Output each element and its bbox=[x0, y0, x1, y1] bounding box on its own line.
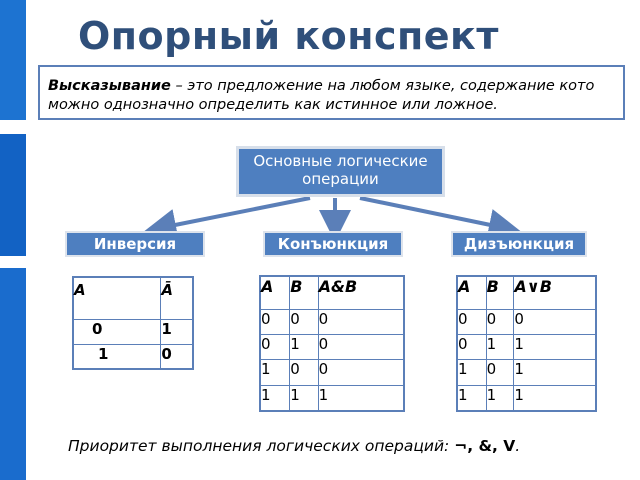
table-row bbox=[457, 385, 596, 411]
table-cell: 1 bbox=[457, 385, 486, 411]
table-cell: 1 bbox=[486, 385, 514, 411]
main-operations-box bbox=[239, 149, 442, 194]
header-cell: A bbox=[260, 276, 290, 309]
table-row bbox=[260, 360, 404, 385]
header-cell: A∨B bbox=[514, 276, 596, 309]
page-title: Опорный конспект bbox=[78, 14, 499, 58]
table-cell: 0 bbox=[260, 335, 290, 360]
table-cell: 0 bbox=[260, 309, 290, 334]
priority-text: Приоритет выполнения логических операций: bbox=[68, 437, 450, 455]
table-row bbox=[260, 309, 404, 334]
conjunction-label: Конъюнкция bbox=[265, 233, 401, 255]
table-row bbox=[457, 335, 596, 360]
header-cell: B bbox=[290, 276, 318, 309]
table-row bbox=[260, 385, 404, 411]
table-cell: 1 bbox=[514, 335, 596, 360]
header-cell: A bbox=[73, 277, 161, 320]
table-cell: 0 bbox=[318, 360, 404, 385]
definition-line-2: можно однозначно определить как истинное или ложное. bbox=[48, 97, 498, 113]
arrow-to-disjunction bbox=[360, 198, 505, 228]
table-cell: 1 bbox=[260, 385, 290, 411]
table-cell: 1 bbox=[318, 385, 404, 411]
table-cell: 0 bbox=[457, 309, 486, 334]
table-cell: 0 bbox=[514, 309, 596, 334]
table-cell: 0 bbox=[290, 360, 318, 385]
disjunction-label: Дизъюнкция bbox=[453, 233, 585, 255]
definition-term: Высказывание bbox=[48, 78, 171, 94]
table-cell: 0 bbox=[290, 309, 318, 334]
table-row bbox=[457, 309, 596, 334]
main-box-line-1: Основные логические bbox=[253, 152, 428, 170]
header-cell: Ā bbox=[161, 277, 193, 320]
table-row bbox=[73, 320, 193, 344]
table-cell: 0 bbox=[161, 344, 193, 369]
disjunction-truth-table bbox=[456, 275, 597, 412]
table-cell: 1 bbox=[486, 335, 514, 360]
priority-note bbox=[68, 437, 520, 455]
table-row bbox=[260, 335, 404, 360]
table-cell: 0 bbox=[457, 335, 486, 360]
main-box-line-2: операции bbox=[302, 170, 379, 188]
definition-text-1: – это предложение на любом языке, содержание кото bbox=[170, 78, 595, 94]
table-row bbox=[457, 360, 596, 385]
header-cell: A bbox=[457, 276, 486, 309]
table-header-row bbox=[73, 277, 193, 320]
table-cell: 1 bbox=[514, 385, 596, 411]
table-cell: 1 bbox=[73, 344, 161, 369]
table-cell: 0 bbox=[73, 320, 161, 344]
table-cell: 1 bbox=[457, 360, 486, 385]
header-cell: B bbox=[486, 276, 514, 309]
priority-operators: ¬, &, V bbox=[454, 437, 516, 455]
table-cell: 0 bbox=[318, 309, 404, 334]
table-cell: 1 bbox=[260, 360, 290, 385]
table-cell: 1 bbox=[161, 320, 193, 344]
table-cell: 0 bbox=[318, 335, 404, 360]
table-header-row bbox=[260, 276, 404, 309]
table-cell: 1 bbox=[290, 335, 318, 360]
table-row bbox=[73, 344, 193, 369]
inversion-label: Инверсия bbox=[67, 233, 203, 255]
table-cell: 0 bbox=[486, 360, 514, 385]
table-cell: 1 bbox=[290, 385, 318, 411]
arrow-to-inversion bbox=[160, 198, 310, 228]
priority-end: . bbox=[515, 437, 521, 455]
table-header-row bbox=[457, 276, 596, 309]
table-cell: 0 bbox=[486, 309, 514, 334]
inversion-truth-table bbox=[72, 276, 194, 370]
header-cell: A&B bbox=[318, 276, 404, 309]
conjunction-truth-table bbox=[259, 275, 405, 412]
table-cell: 1 bbox=[514, 360, 596, 385]
